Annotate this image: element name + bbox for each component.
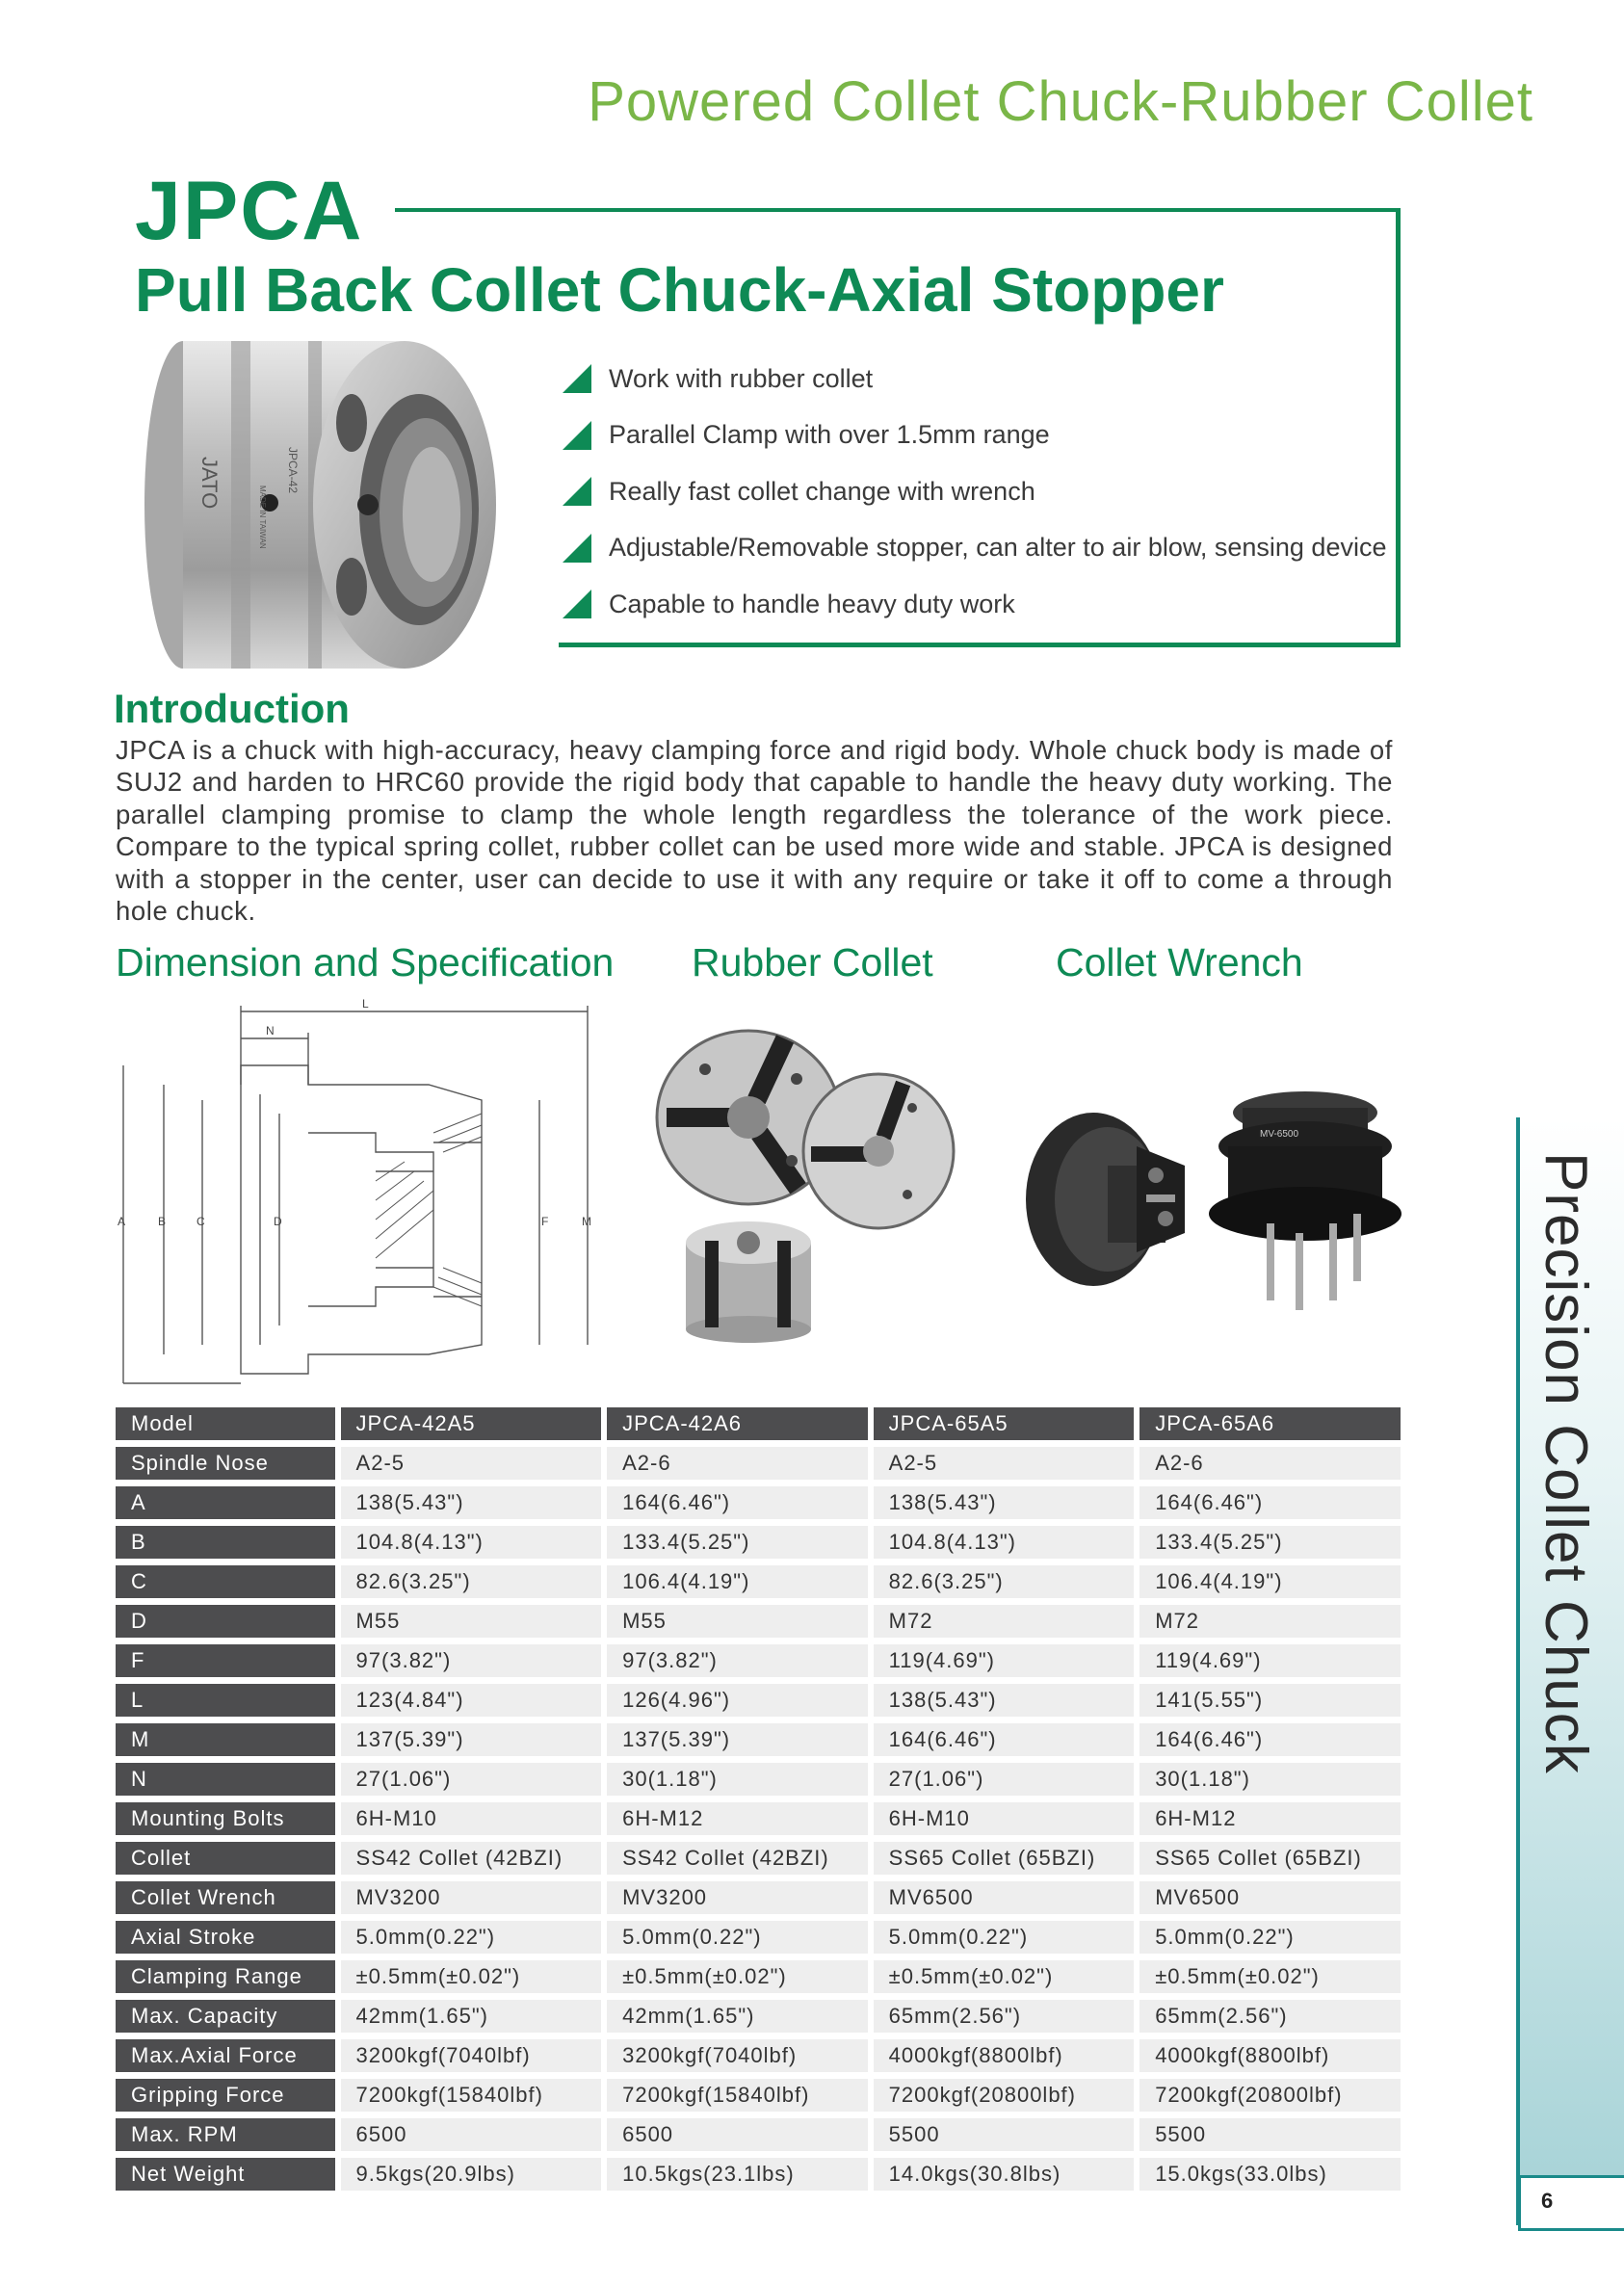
header-cell: JPCA-42A6 bbox=[607, 1407, 868, 1440]
svg-text:MV-6500: MV-6500 bbox=[1260, 1129, 1299, 1140]
intro-paragraph: JPCA is a chuck with high-accuracy, heavy clamping force and rigid body. Whole chuck body is made of SUJ2 and harden to HRC60 provide the rigid body that capable to handle the heavy duty working. The parallel clamping promise to clamp the whole length regardless the tolerance of the work piece. Compare to the typical spring collet, rubber collet can be used more wide and stable. JPCA is designed with a stopper in the center, user can decide to use it with any require or take it off to come a through hole chuck. bbox=[116, 735, 1393, 927]
spec-table bbox=[116, 1401, 1401, 2197]
table-cell: M72 bbox=[1139, 1605, 1401, 1638]
row-label: F bbox=[116, 1644, 335, 1677]
row-label: A bbox=[116, 1486, 335, 1519]
table-cell: 7200kgf(20800lbf) bbox=[874, 2079, 1135, 2112]
table-cell: A2-6 bbox=[1139, 1447, 1401, 1480]
table-cell: MV3200 bbox=[341, 1881, 602, 1914]
table-cell: SS65 Collet (65BZI) bbox=[1139, 1842, 1401, 1875]
table-row bbox=[116, 1960, 1401, 1993]
table-cell: M72 bbox=[874, 1605, 1135, 1638]
table-row bbox=[116, 2000, 1401, 2033]
table-cell: SS42 Collet (42BZI) bbox=[607, 1842, 868, 1875]
table-cell: 119(4.69") bbox=[874, 1644, 1135, 1677]
header-cell: JPCA-42A5 bbox=[341, 1407, 602, 1440]
row-label: C bbox=[116, 1565, 335, 1598]
table-cell: A2-5 bbox=[341, 1447, 602, 1480]
table-cell: 104.8(4.13") bbox=[874, 1526, 1135, 1559]
table-row bbox=[116, 1763, 1401, 1796]
table-cell: 6H-M10 bbox=[874, 1802, 1135, 1835]
row-label: B bbox=[116, 1526, 335, 1559]
table-cell: MV6500 bbox=[1139, 1881, 1401, 1914]
svg-text:N: N bbox=[266, 1024, 275, 1037]
category-title: Powered Collet Chuck-Rubber Collet bbox=[588, 70, 1533, 133]
table-cell: MV3200 bbox=[607, 1881, 868, 1914]
svg-text:MADE IN TAIWAN: MADE IN TAIWAN bbox=[258, 486, 267, 549]
product-subtitle: Pull Back Collet Chuck-Axial Stopper bbox=[135, 255, 1224, 325]
table-cell: 30(1.18") bbox=[607, 1763, 868, 1796]
table-cell: 5.0mm(0.22") bbox=[607, 1921, 868, 1954]
table-cell: 27(1.06") bbox=[874, 1763, 1135, 1796]
table-cell: 82.6(3.25") bbox=[341, 1565, 602, 1598]
side-rule bbox=[1516, 1117, 1520, 2225]
table-cell: 42mm(1.65") bbox=[607, 2000, 868, 2033]
row-label: M bbox=[116, 1723, 335, 1756]
row-label: Clamping Range bbox=[116, 1960, 335, 1993]
table-cell: A2-6 bbox=[607, 1447, 868, 1480]
collet-wrench-heading: Collet Wrench bbox=[1056, 940, 1303, 984]
header-cell: JPCA-65A5 bbox=[874, 1407, 1135, 1440]
table-cell: M55 bbox=[341, 1605, 602, 1638]
table-cell: ±0.5mm(±0.02") bbox=[1139, 1960, 1401, 1993]
table-cell: 3200kgf(7040lbf) bbox=[341, 2039, 602, 2072]
table-cell: 5.0mm(0.22") bbox=[874, 1921, 1135, 1954]
table-cell: 138(5.43") bbox=[874, 1684, 1135, 1717]
table-cell: 3200kgf(7040lbf) bbox=[607, 2039, 868, 2072]
table-row bbox=[116, 1486, 1401, 1519]
table-row bbox=[116, 1802, 1401, 1835]
svg-text:B: B bbox=[158, 1215, 167, 1228]
header-cell: Model bbox=[116, 1407, 335, 1440]
table-cell: MV6500 bbox=[874, 1881, 1135, 1914]
triangle-bullet-icon bbox=[563, 477, 591, 506]
table-cell: M55 bbox=[607, 1605, 868, 1638]
table-cell: 137(5.39") bbox=[341, 1723, 602, 1756]
table-cell: 133.4(5.25") bbox=[1139, 1526, 1401, 1559]
dimension-heading: Dimension and Specification bbox=[116, 940, 615, 984]
page-number: 6 bbox=[1541, 2189, 1554, 2213]
side-label: Precision Collet Chuck bbox=[1532, 1152, 1599, 1774]
table-cell: 138(5.43") bbox=[341, 1486, 602, 1519]
table-cell: 4000kgf(8800lbf) bbox=[874, 2039, 1135, 2072]
table-cell: 141(5.55") bbox=[1139, 1684, 1401, 1717]
table-cell: 138(5.43") bbox=[874, 1486, 1135, 1519]
row-label: N bbox=[116, 1763, 335, 1796]
feature-list bbox=[563, 351, 1386, 633]
table-cell: 5.0mm(0.22") bbox=[341, 1921, 602, 1954]
row-label: Spindle Nose bbox=[116, 1447, 335, 1480]
triangle-bullet-icon bbox=[563, 590, 591, 618]
table-cell: 7200kgf(15840lbf) bbox=[341, 2079, 602, 2112]
table-cell: 6500 bbox=[341, 2118, 602, 2151]
table-cell: 137(5.39") bbox=[607, 1723, 868, 1756]
table-cell: 5500 bbox=[874, 2118, 1135, 2151]
table-cell: 97(3.82") bbox=[341, 1644, 602, 1677]
table-cell: 164(6.46") bbox=[1139, 1486, 1401, 1519]
table-row bbox=[116, 1881, 1401, 1914]
svg-text:D: D bbox=[274, 1215, 282, 1228]
intro-heading: Introduction bbox=[114, 686, 350, 731]
table-cell: 5.0mm(0.22") bbox=[1139, 1921, 1401, 1954]
row-label: Max. Capacity bbox=[116, 2000, 335, 2033]
row-label: Gripping Force bbox=[116, 2079, 335, 2112]
table-cell: 6500 bbox=[607, 2118, 868, 2151]
row-label: Collet Wrench bbox=[116, 1881, 335, 1914]
feature-item: Work with rubber collet bbox=[563, 351, 1386, 407]
dimension-drawing bbox=[116, 998, 597, 1393]
row-label: Mounting Bolts bbox=[116, 1802, 335, 1835]
table-row bbox=[116, 1921, 1401, 1954]
table-cell: 7200kgf(15840lbf) bbox=[607, 2079, 868, 2112]
table-cell: 133.4(5.25") bbox=[607, 1526, 868, 1559]
table-cell: 6H-M12 bbox=[1139, 1802, 1401, 1835]
table-row bbox=[116, 1565, 1401, 1598]
table-row bbox=[116, 1644, 1401, 1677]
table-cell: 97(3.82") bbox=[607, 1644, 868, 1677]
table-cell: 106.4(4.19") bbox=[607, 1565, 868, 1598]
table-row bbox=[116, 2118, 1401, 2151]
table-header-row bbox=[116, 1407, 1401, 1440]
svg-text:F: F bbox=[541, 1215, 549, 1228]
svg-text:L: L bbox=[362, 998, 369, 1011]
table-cell: 123(4.84") bbox=[341, 1684, 602, 1717]
collet-wrench-photo bbox=[1002, 1079, 1406, 1339]
table-row bbox=[116, 1723, 1401, 1756]
svg-text:C: C bbox=[196, 1215, 205, 1228]
table-cell: 6H-M12 bbox=[607, 1802, 868, 1835]
svg-text:JATO: JATO bbox=[197, 457, 222, 510]
table-cell: 65mm(2.56") bbox=[1139, 2000, 1401, 2033]
table-cell: ±0.5mm(±0.02") bbox=[607, 1960, 868, 1993]
table-row bbox=[116, 1605, 1401, 1638]
table-cell: 10.5kgs(23.1lbs) bbox=[607, 2158, 868, 2191]
table-cell: 164(6.46") bbox=[874, 1723, 1135, 1756]
table-cell: 42mm(1.65") bbox=[341, 2000, 602, 2033]
table-row bbox=[116, 1842, 1401, 1875]
row-label: Axial Stroke bbox=[116, 1921, 335, 1954]
table-cell: 6H-M10 bbox=[341, 1802, 602, 1835]
chuck-product-photo bbox=[144, 331, 501, 678]
model-code: JPCA bbox=[135, 165, 364, 257]
table-cell: 126(4.96") bbox=[607, 1684, 868, 1717]
table-cell: SS65 Collet (65BZI) bbox=[874, 1842, 1135, 1875]
table-cell: 14.0kgs(30.8lbs) bbox=[874, 2158, 1135, 2191]
table-cell: 106.4(4.19") bbox=[1139, 1565, 1401, 1598]
row-label: L bbox=[116, 1684, 335, 1717]
svg-text:A: A bbox=[118, 1215, 126, 1228]
table-row bbox=[116, 1684, 1401, 1717]
row-label: D bbox=[116, 1605, 335, 1638]
header-cell: JPCA-65A6 bbox=[1139, 1407, 1401, 1440]
table-cell: ±0.5mm(±0.02") bbox=[874, 1960, 1135, 1993]
triangle-bullet-icon bbox=[563, 421, 591, 450]
feature-item: Capable to handle heavy duty work bbox=[563, 576, 1386, 633]
rubber-collet-heading: Rubber Collet bbox=[692, 940, 933, 984]
table-cell: A2-5 bbox=[874, 1447, 1135, 1480]
table-cell: 164(6.46") bbox=[1139, 1723, 1401, 1756]
table-cell: ±0.5mm(±0.02") bbox=[341, 1960, 602, 1993]
table-row bbox=[116, 1447, 1401, 1480]
table-row bbox=[116, 2039, 1401, 2072]
row-label: Net Weight bbox=[116, 2158, 335, 2191]
table-cell: 82.6(3.25") bbox=[874, 1565, 1135, 1598]
table-cell: 4000kgf(8800lbf) bbox=[1139, 2039, 1401, 2072]
row-label: Max. RPM bbox=[116, 2118, 335, 2151]
table-cell: SS42 Collet (42BZI) bbox=[341, 1842, 602, 1875]
table-cell: 7200kgf(20800lbf) bbox=[1139, 2079, 1401, 2112]
table-cell: 15.0kgs(33.0lbs) bbox=[1139, 2158, 1401, 2191]
feature-item: Parallel Clamp with over 1.5mm range bbox=[563, 407, 1386, 464]
table-cell: 65mm(2.56") bbox=[874, 2000, 1135, 2033]
row-label: Collet bbox=[116, 1842, 335, 1875]
table-row bbox=[116, 2079, 1401, 2112]
table-cell: 104.8(4.13") bbox=[341, 1526, 602, 1559]
feature-item: Adjustable/Removable stopper, can alter to air blow, sensing device bbox=[563, 520, 1386, 577]
table-cell: 30(1.18") bbox=[1139, 1763, 1401, 1796]
svg-text:JPCA-42: JPCA-42 bbox=[286, 447, 300, 494]
svg-text:M: M bbox=[582, 1215, 591, 1228]
page-number-box bbox=[1518, 2175, 1624, 2231]
table-cell: 5500 bbox=[1139, 2118, 1401, 2151]
table-cell: 27(1.06") bbox=[341, 1763, 602, 1796]
row-label: Max.Axial Force bbox=[116, 2039, 335, 2072]
table-cell: 9.5kgs(20.9lbs) bbox=[341, 2158, 602, 2191]
table-cell: 164(6.46") bbox=[607, 1486, 868, 1519]
rubber-collet-photo bbox=[647, 1011, 956, 1349]
table-row bbox=[116, 1526, 1401, 1559]
triangle-bullet-icon bbox=[563, 364, 591, 393]
table-row bbox=[116, 2158, 1401, 2191]
feature-item: Really fast collet change with wrench bbox=[563, 463, 1386, 520]
triangle-bullet-icon bbox=[563, 534, 591, 563]
table-cell: 119(4.69") bbox=[1139, 1644, 1401, 1677]
